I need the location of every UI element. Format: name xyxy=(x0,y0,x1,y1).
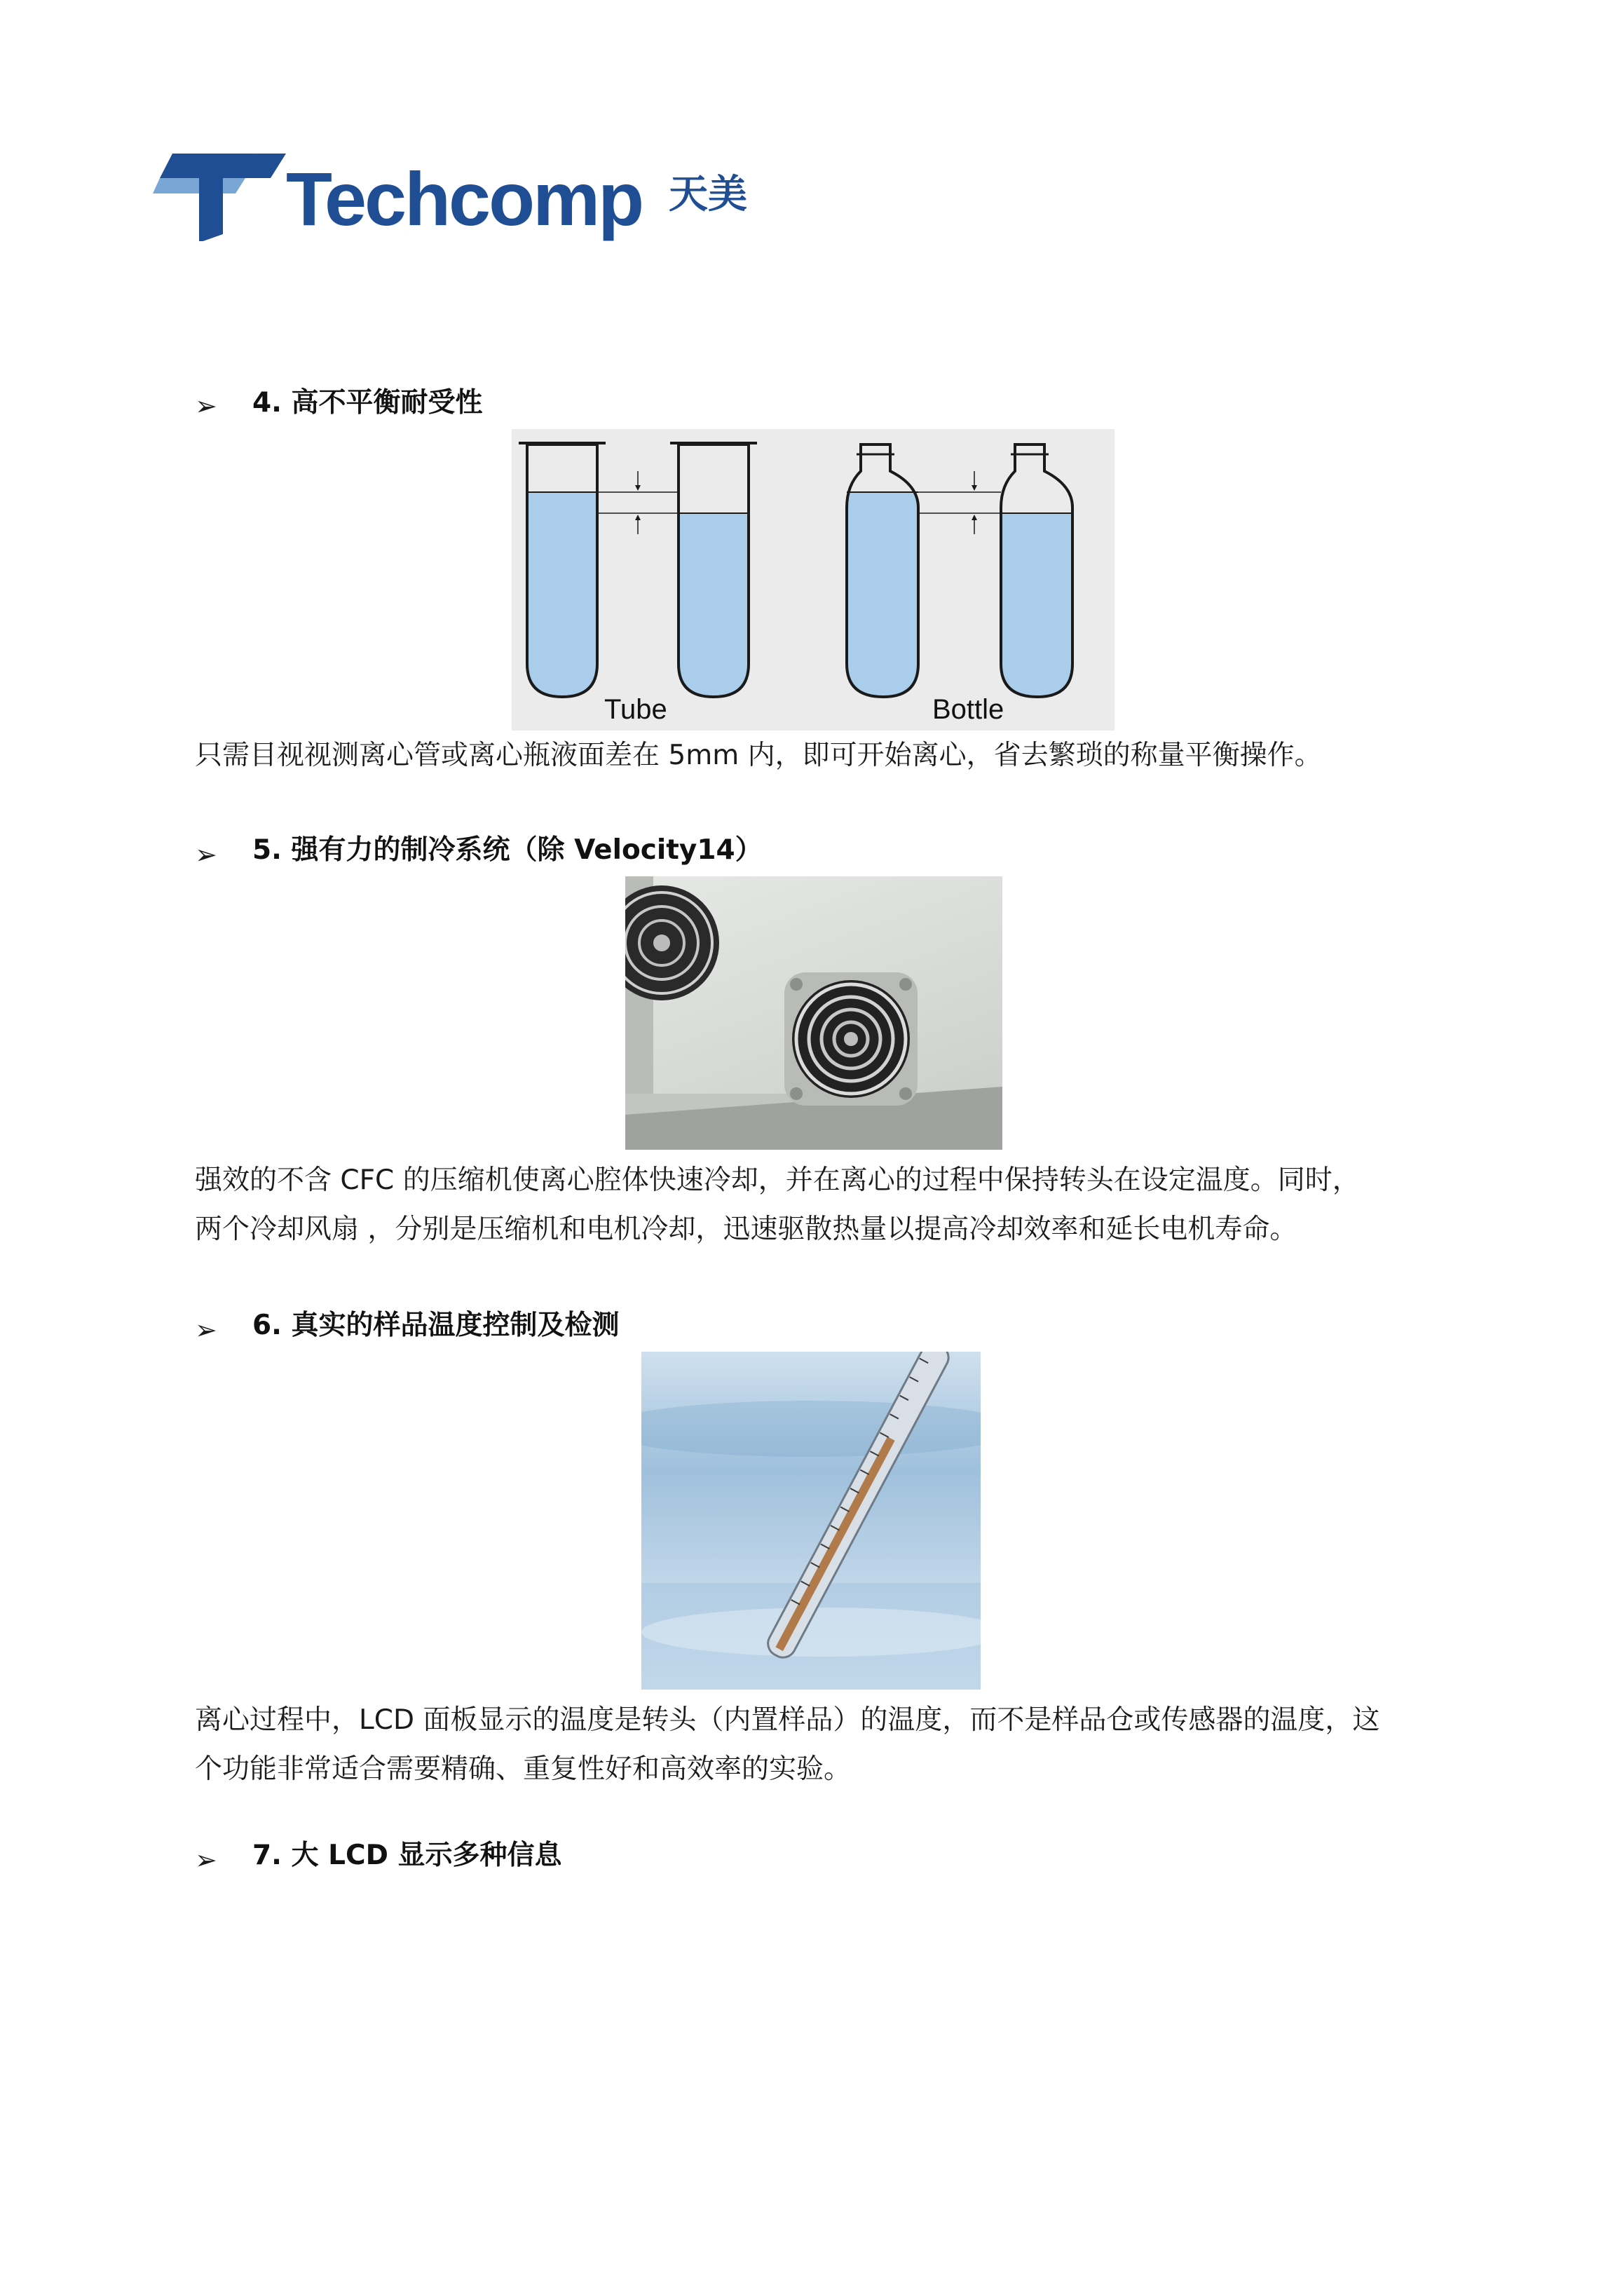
section-heading: 5. 强有力的制冷系统（除 Velocity14） xyxy=(252,834,763,866)
section-paragraph: 离心过程中，LCD 面板显示的温度是转头（内置样品）的温度，而不是样品仓或传感器的温度，这 xyxy=(195,1704,1380,1736)
figure-label-tube: Tube xyxy=(604,694,667,725)
cooling-fan-photo xyxy=(625,876,1002,1150)
figure-label-bottle: Bottle xyxy=(932,694,1004,725)
bullet-arrow-icon: ➢ xyxy=(195,1315,217,1345)
section-paragraph: 两个冷却风扇 ，分别是压缩机和电机冷却，迅速驱散热量以提高冷却效率和延长电机寿命。 xyxy=(195,1214,1297,1245)
logo-brand-text: Techcomp xyxy=(286,156,643,241)
thermometer-photo xyxy=(641,1352,981,1690)
logo-mark-icon xyxy=(153,150,286,241)
logo-brand-cn: 天美 xyxy=(669,172,747,217)
section-paragraph: 强效的不含 CFC 的压缩机使离心腔体快速冷却，并在离心的过程中保持转头在设定温度。同时， xyxy=(195,1164,1360,1196)
section-heading: 4. 高不平衡耐受性 xyxy=(252,387,483,419)
section-paragraph: 个功能非常适合需要精确、重复性好和高效率的实验。 xyxy=(195,1753,852,1785)
section-heading: 6. 真实的样品温度控制及检测 xyxy=(252,1310,620,1341)
section-paragraph: 只需目视视测离心管或离心瓶液面差在 5mm 内，即可开始离心，省去繁琐的称量平衡操作。 xyxy=(195,740,1322,771)
bullet-arrow-icon: ➢ xyxy=(195,839,217,870)
bullet-arrow-icon: ➢ xyxy=(195,390,217,421)
tube-bottle-figure xyxy=(512,429,1115,731)
section-heading: 7. 大 LCD 显示多种信息 xyxy=(252,1840,562,1871)
company-logo xyxy=(153,150,784,241)
bullet-arrow-icon: ➢ xyxy=(195,1845,217,1875)
